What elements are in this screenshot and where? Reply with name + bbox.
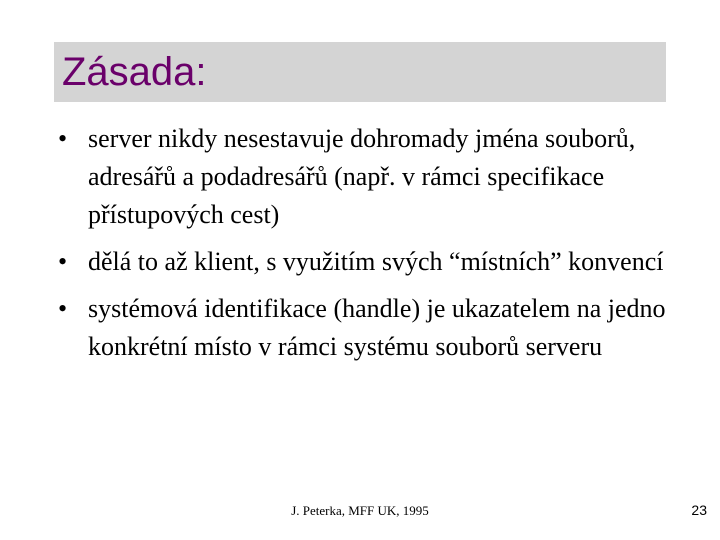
slide-title: Zásada: bbox=[62, 50, 207, 94]
bullet-list bbox=[58, 120, 678, 375]
bullet-icon: • bbox=[58, 294, 68, 323]
slide-footer: J. Peterka, MFF UK, 1995 bbox=[291, 503, 429, 518]
bullet-item bbox=[58, 120, 678, 234]
bullet-item bbox=[58, 290, 678, 366]
bullet-icon: • bbox=[58, 124, 68, 153]
bullet-item bbox=[58, 243, 678, 281]
bullet-icon: • bbox=[58, 247, 68, 276]
page-number: 23 bbox=[691, 502, 707, 518]
bullet-text: server nikdy nesestavuje dohromady jména souborů, adresářů a podadresářů (např. v rámci specifikace přístupových cest) bbox=[88, 124, 636, 229]
title-bar bbox=[54, 42, 666, 102]
bullet-text: systémová identifikace (handle) je ukazatelem na jedno konkrétní místo v rámci systému souborů serveru bbox=[88, 294, 666, 361]
bullet-text: dělá to až klient, s využitím svých “místních” konvencí bbox=[88, 247, 664, 276]
